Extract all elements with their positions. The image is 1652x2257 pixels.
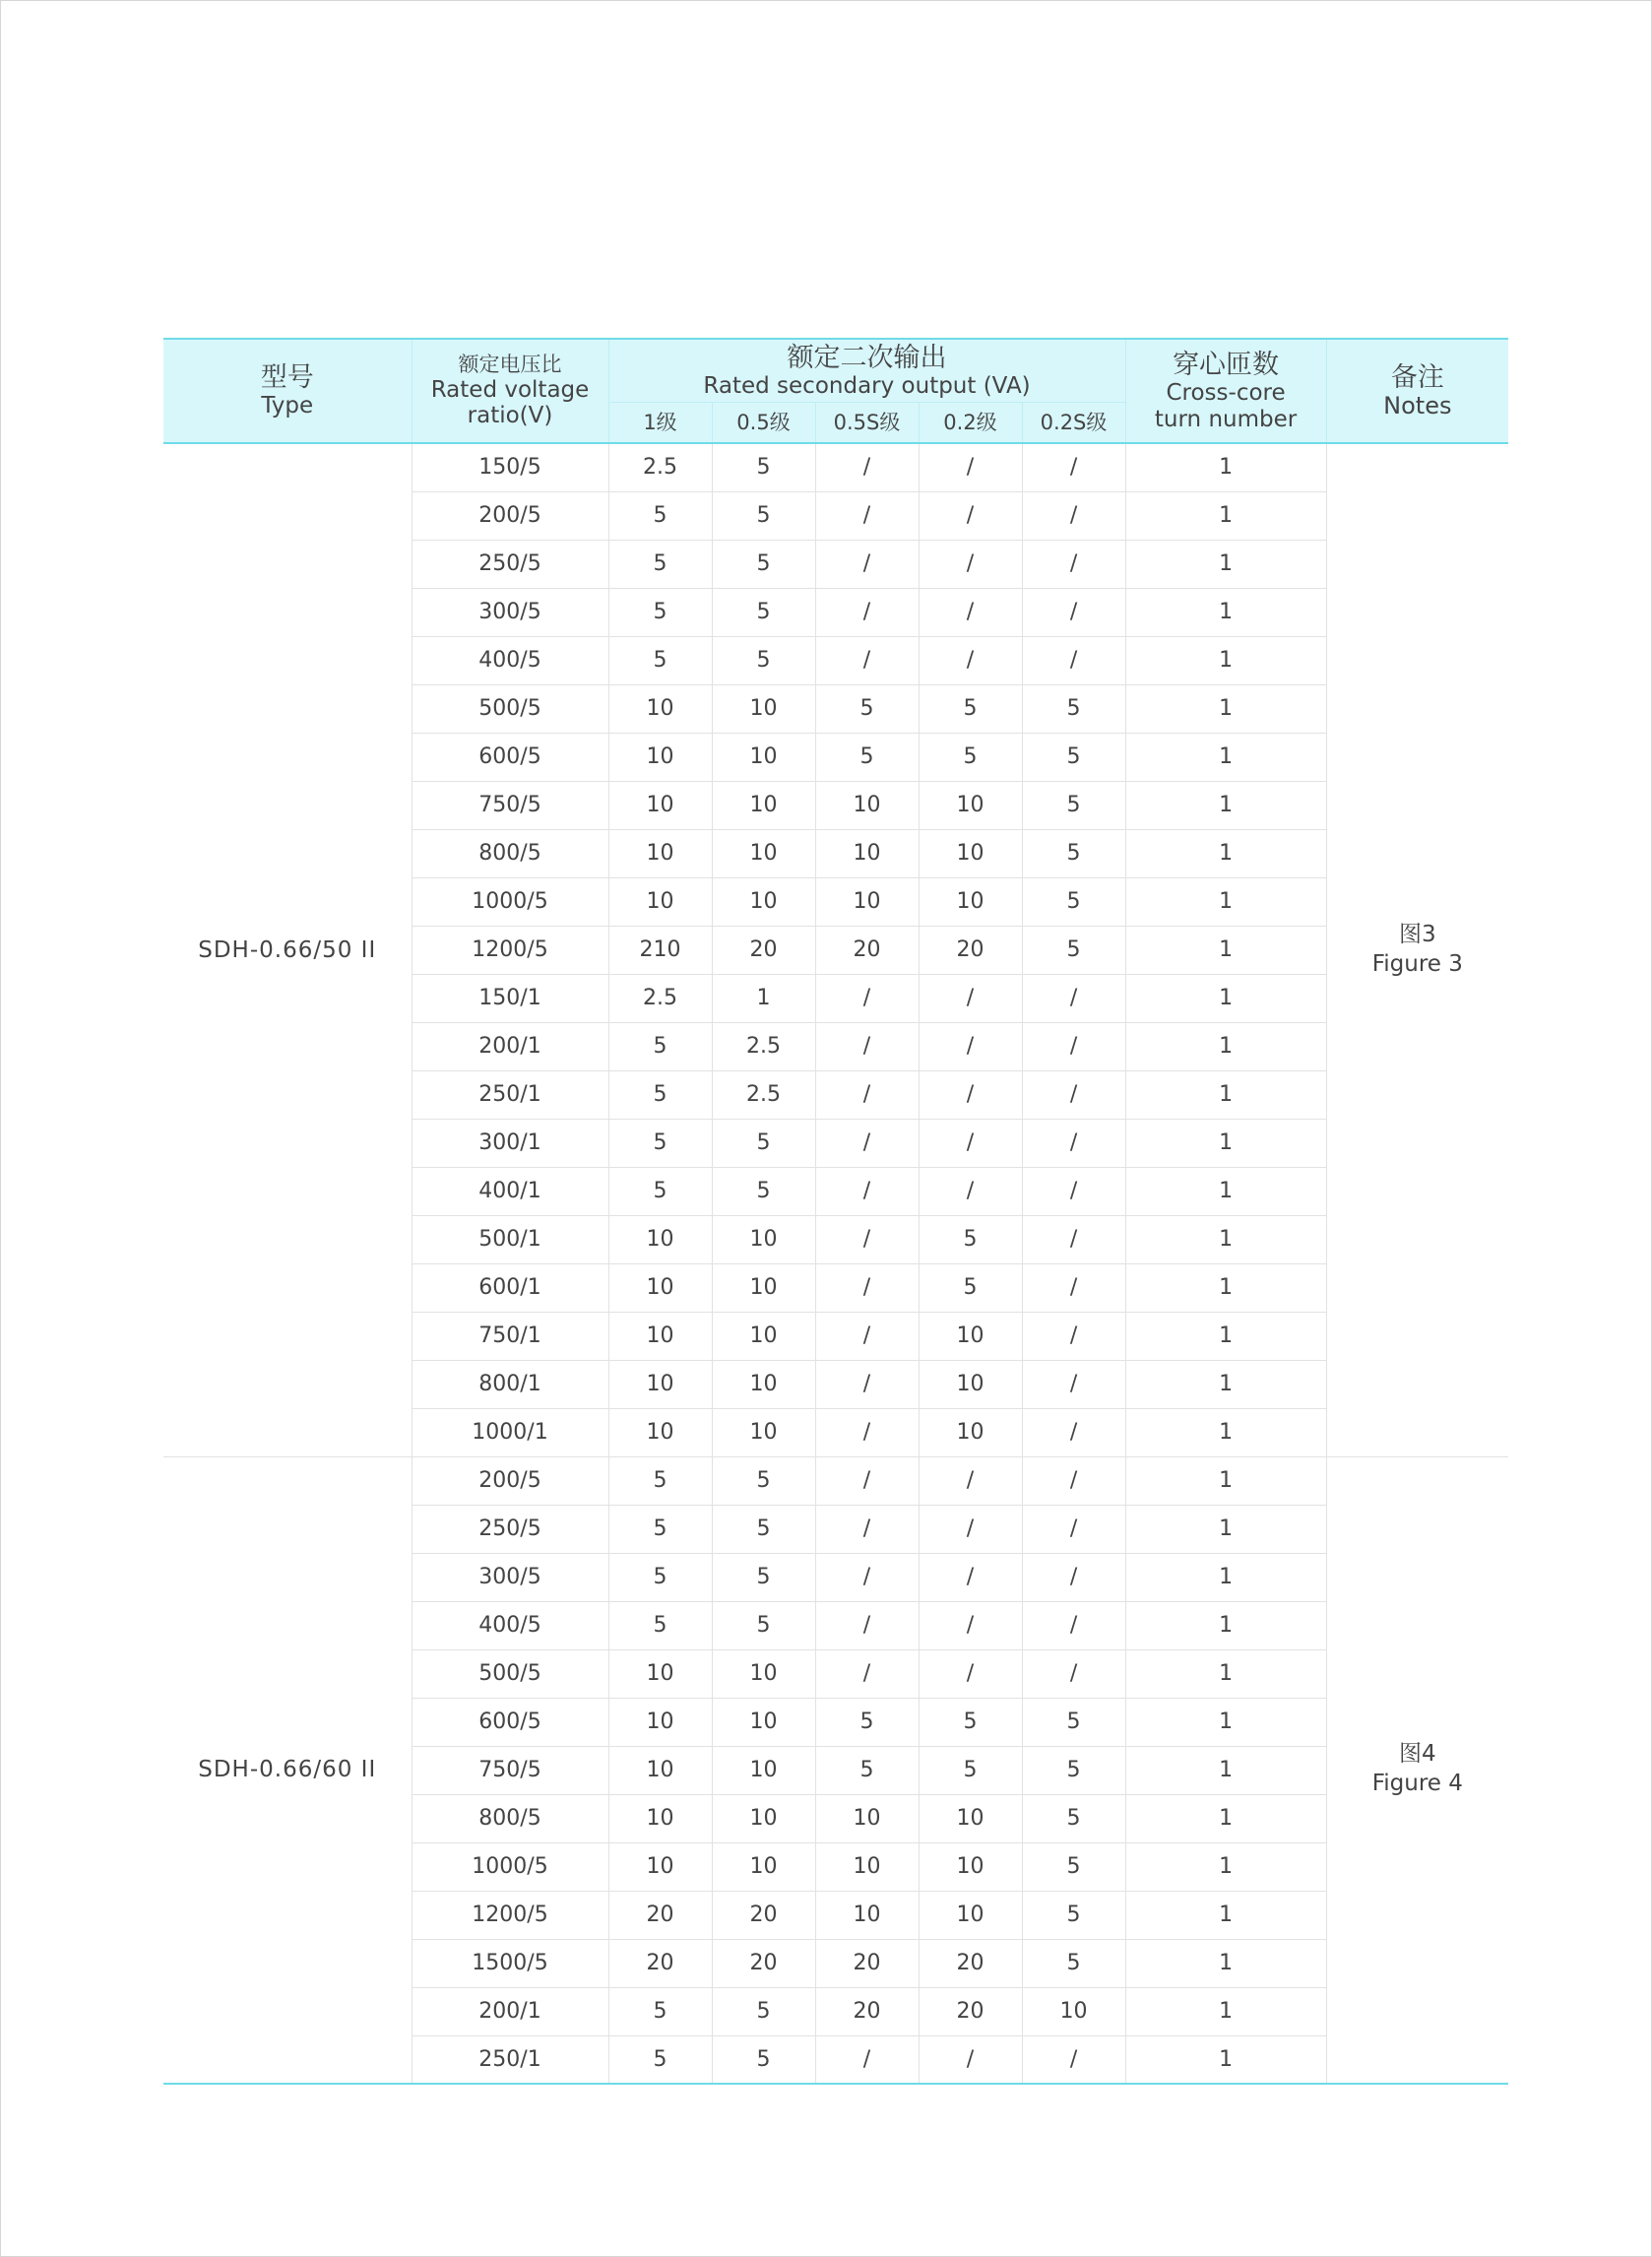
class-05-cell: 20	[712, 1939, 815, 1987]
class-05-cell: 10	[712, 1746, 815, 1794]
class-05s-cell: /	[815, 636, 919, 684]
ratio-cell: 600/1	[412, 1263, 608, 1312]
class-02-cell: 5	[919, 1263, 1022, 1312]
header-class-0.2s: 0.2S级	[1022, 402, 1125, 443]
ratio-cell: 800/5	[412, 1794, 608, 1842]
ratio-cell: 600/5	[412, 1698, 608, 1746]
class-05s-cell: 10	[815, 1842, 919, 1891]
class-02-cell: 5	[919, 1215, 1022, 1263]
class-02-cell: /	[919, 1022, 1022, 1070]
spec-table	[163, 338, 1508, 2085]
cross-core-cell: 1	[1125, 684, 1326, 733]
class-05-cell: 10	[712, 1312, 815, 1360]
cross-core-cell: 1	[1125, 1794, 1326, 1842]
class-02-cell: /	[919, 2035, 1022, 2084]
header-cross-zh: 穿心匝数	[1173, 350, 1280, 381]
class-02-cell: 10	[919, 781, 1022, 829]
ratio-cell: 1000/5	[412, 1842, 608, 1891]
class-1-cell: 5	[608, 1167, 712, 1215]
class-02-cell: /	[919, 588, 1022, 636]
class-1-cell: 10	[608, 877, 712, 926]
class-05-cell: 5	[712, 1505, 815, 1553]
class-05s-cell: /	[815, 1649, 919, 1698]
class-02-cell: /	[919, 1456, 1022, 1505]
class-02s-cell: /	[1022, 1167, 1125, 1215]
class-05s-cell: /	[815, 443, 919, 491]
class-02-cell: 10	[919, 1891, 1022, 1939]
cross-core-cell: 1	[1125, 1649, 1326, 1698]
cross-core-cell: 1	[1125, 877, 1326, 926]
class-1-cell: 10	[608, 733, 712, 781]
class-05-cell: 5	[712, 443, 815, 491]
class-05-cell: 5	[712, 2035, 815, 2084]
class-02s-cell: /	[1022, 1119, 1125, 1167]
class-02s-cell: 5	[1022, 1698, 1125, 1746]
header-ratio-zh: 额定电压比	[458, 353, 562, 377]
class-1-cell: 5	[608, 2035, 712, 2084]
cross-core-cell: 1	[1125, 1070, 1326, 1119]
class-05s-cell: /	[815, 1456, 919, 1505]
class-02s-cell: /	[1022, 540, 1125, 588]
class-1-cell: 2.5	[608, 443, 712, 491]
ratio-cell: 250/1	[412, 2035, 608, 2084]
class-05s-cell: /	[815, 1505, 919, 1553]
class-05s-cell: /	[815, 2035, 919, 2084]
class-02-cell: 20	[919, 926, 1022, 974]
class-1-cell: 5	[608, 1987, 712, 2035]
group-sdh-50	[163, 443, 1508, 1456]
class-05-cell: 5	[712, 588, 815, 636]
header-class-0.5: 0.5级	[712, 402, 815, 443]
class-02-cell: 5	[919, 1746, 1022, 1794]
class-1-cell: 10	[608, 1408, 712, 1456]
class-05s-cell: 20	[815, 926, 919, 974]
class-1-cell: 5	[608, 1119, 712, 1167]
class-1-cell: 5	[608, 1070, 712, 1119]
class-05-cell: 10	[712, 1649, 815, 1698]
class-05-cell: 2.5	[712, 1070, 815, 1119]
ratio-cell: 250/1	[412, 1070, 608, 1119]
header-output	[608, 339, 1125, 402]
cross-core-cell: 1	[1125, 1263, 1326, 1312]
class-05-cell: 10	[712, 1698, 815, 1746]
class-02-cell: /	[919, 636, 1022, 684]
class-05s-cell: /	[815, 1360, 919, 1408]
cross-core-cell: 1	[1125, 1939, 1326, 1987]
class-02s-cell: 5	[1022, 684, 1125, 733]
cross-core-cell: 1	[1125, 540, 1326, 588]
class-1-cell: 210	[608, 926, 712, 974]
class-05s-cell: /	[815, 1022, 919, 1070]
class-05s-cell: 20	[815, 1939, 919, 1987]
class-02s-cell: /	[1022, 1070, 1125, 1119]
class-02-cell: 5	[919, 1698, 1022, 1746]
class-05-cell: 10	[712, 781, 815, 829]
cross-core-cell: 1	[1125, 733, 1326, 781]
header-class-0.2: 0.2级	[919, 402, 1022, 443]
ratio-cell: 1000/1	[412, 1408, 608, 1456]
class-02s-cell: 5	[1022, 733, 1125, 781]
ratio-cell: 400/5	[412, 636, 608, 684]
class-05-cell: 10	[712, 1794, 815, 1842]
class-02s-cell: /	[1022, 1263, 1125, 1312]
class-05s-cell: /	[815, 1070, 919, 1119]
class-02-cell: /	[919, 1119, 1022, 1167]
ratio-cell: 200/1	[412, 1987, 608, 2035]
class-05s-cell: 10	[815, 877, 919, 926]
ratio-cell: 500/5	[412, 684, 608, 733]
cross-core-cell: 1	[1125, 926, 1326, 974]
class-1-cell: 2.5	[608, 974, 712, 1022]
ratio-cell: 200/5	[412, 491, 608, 540]
ratio-cell: 750/5	[412, 781, 608, 829]
class-1-cell: 10	[608, 1698, 712, 1746]
ratio-cell: 300/5	[412, 588, 608, 636]
class-05-cell: 10	[712, 1360, 815, 1408]
class-02s-cell: /	[1022, 588, 1125, 636]
class-1-cell: 10	[608, 1746, 712, 1794]
class-1-cell: 5	[608, 540, 712, 588]
class-02-cell: /	[919, 1601, 1022, 1649]
cross-core-cell: 1	[1125, 1167, 1326, 1215]
class-05-cell: 20	[712, 926, 815, 974]
ratio-cell: 400/1	[412, 1167, 608, 1215]
header-type	[163, 339, 412, 443]
class-02s-cell: 10	[1022, 1987, 1125, 2035]
class-02s-cell: /	[1022, 1022, 1125, 1070]
class-02s-cell: /	[1022, 1408, 1125, 1456]
note-en: Figure 4	[1371, 1771, 1463, 1797]
cross-core-cell: 1	[1125, 491, 1326, 540]
class-02s-cell: 5	[1022, 1891, 1125, 1939]
header-cross-en1: Cross-core	[1166, 380, 1286, 407]
class-1-cell: 10	[608, 1312, 712, 1360]
class-1-cell: 5	[608, 636, 712, 684]
class-05-cell: 5	[712, 1167, 815, 1215]
class-05-cell: 20	[712, 1891, 815, 1939]
cross-core-cell: 1	[1125, 1312, 1326, 1360]
ratio-cell: 800/1	[412, 1360, 608, 1408]
class-02-cell: 10	[919, 1794, 1022, 1842]
class-05-cell: 5	[712, 1119, 815, 1167]
class-1-cell: 5	[608, 491, 712, 540]
cross-core-cell: 1	[1125, 1698, 1326, 1746]
class-02-cell: 10	[919, 1312, 1022, 1360]
cross-core-cell: 1	[1125, 443, 1326, 491]
class-02-cell: 10	[919, 1408, 1022, 1456]
header-class-1: 1级	[608, 402, 712, 443]
class-05-cell: 10	[712, 1408, 815, 1456]
class-05-cell: 5	[712, 1553, 815, 1601]
class-02-cell: 10	[919, 829, 1022, 877]
class-05s-cell: /	[815, 1215, 919, 1263]
class-05s-cell: /	[815, 1119, 919, 1167]
class-1-cell: 10	[608, 1360, 712, 1408]
cross-core-cell: 1	[1125, 829, 1326, 877]
table-row	[163, 1456, 1508, 1505]
header-notes	[1326, 339, 1508, 443]
class-02-cell: 20	[919, 1939, 1022, 1987]
cross-core-cell: 1	[1125, 636, 1326, 684]
class-02-cell: /	[919, 1553, 1022, 1601]
header-output-en: Rated secondary output (VA)	[703, 372, 1031, 399]
class-05-cell: 2.5	[712, 1022, 815, 1070]
class-1-cell: 10	[608, 684, 712, 733]
class-02-cell: /	[919, 443, 1022, 491]
class-1-cell: 20	[608, 1891, 712, 1939]
class-05s-cell: 20	[815, 1987, 919, 2035]
class-02-cell: /	[919, 491, 1022, 540]
class-02s-cell: /	[1022, 491, 1125, 540]
class-05-cell: 10	[712, 1215, 815, 1263]
ratio-cell: 500/1	[412, 1215, 608, 1263]
class-02s-cell: 5	[1022, 1842, 1125, 1891]
class-05-cell: 5	[712, 1601, 815, 1649]
class-02-cell: /	[919, 1505, 1022, 1553]
class-02s-cell: /	[1022, 974, 1125, 1022]
ratio-cell: 500/5	[412, 1649, 608, 1698]
notes-cell	[1326, 443, 1508, 1456]
ratio-cell: 150/1	[412, 974, 608, 1022]
ratio-cell: 200/1	[412, 1022, 608, 1070]
class-1-cell: 20	[608, 1939, 712, 1987]
class-02-cell: /	[919, 1070, 1022, 1119]
class-02s-cell: 5	[1022, 781, 1125, 829]
notes-cell	[1326, 1456, 1508, 2084]
class-05s-cell: /	[815, 974, 919, 1022]
header-ratio	[412, 339, 608, 443]
class-1-cell: 5	[608, 1456, 712, 1505]
class-05-cell: 10	[712, 733, 815, 781]
class-02s-cell: 5	[1022, 877, 1125, 926]
class-1-cell: 5	[608, 1505, 712, 1553]
class-05s-cell: 10	[815, 1891, 919, 1939]
ratio-cell: 1500/5	[412, 1939, 608, 1987]
ratio-cell: 1000/5	[412, 877, 608, 926]
class-1-cell: 10	[608, 1649, 712, 1698]
cross-core-cell: 1	[1125, 1456, 1326, 1505]
ratio-cell: 300/5	[412, 1553, 608, 1601]
note-en: Figure 3	[1371, 950, 1463, 977]
type-cell: SDH-0.66/60 II	[163, 1456, 412, 2084]
class-05s-cell: /	[815, 1263, 919, 1312]
class-02s-cell: /	[1022, 636, 1125, 684]
cross-core-cell: 1	[1125, 1408, 1326, 1456]
class-05s-cell: 5	[815, 1698, 919, 1746]
class-05s-cell: /	[815, 1167, 919, 1215]
class-02s-cell: /	[1022, 1649, 1125, 1698]
class-05-cell: 10	[712, 684, 815, 733]
class-02s-cell: 5	[1022, 829, 1125, 877]
class-05-cell: 5	[712, 1456, 815, 1505]
cross-core-cell: 1	[1125, 1553, 1326, 1601]
class-02s-cell: /	[1022, 2035, 1125, 2084]
class-05-cell: 5	[712, 540, 815, 588]
ratio-cell: 250/5	[412, 540, 608, 588]
class-02s-cell: /	[1022, 443, 1125, 491]
cross-core-cell: 1	[1125, 2035, 1326, 2084]
class-05s-cell: /	[815, 588, 919, 636]
class-05s-cell: 10	[815, 781, 919, 829]
class-02s-cell: 5	[1022, 926, 1125, 974]
class-05s-cell: /	[815, 1312, 919, 1360]
class-05s-cell: /	[815, 1408, 919, 1456]
cross-core-cell: 1	[1125, 1891, 1326, 1939]
class-05s-cell: 5	[815, 684, 919, 733]
cross-core-cell: 1	[1125, 974, 1326, 1022]
class-02-cell: 10	[919, 877, 1022, 926]
class-02s-cell: /	[1022, 1553, 1125, 1601]
class-1-cell: 5	[608, 1022, 712, 1070]
class-05-cell: 10	[712, 1842, 815, 1891]
cross-core-cell: 1	[1125, 1119, 1326, 1167]
cross-core-cell: 1	[1125, 781, 1326, 829]
type-cell: SDH-0.66/50 II	[198, 936, 377, 963]
header-ratio-en1: Rated voltage	[430, 376, 590, 403]
ratio-cell: 750/1	[412, 1312, 608, 1360]
class-02-cell: 20	[919, 1987, 1022, 2035]
class-02-cell: /	[919, 1167, 1022, 1215]
note-zh: 图3	[1398, 921, 1436, 947]
class-05s-cell: 10	[815, 1794, 919, 1842]
class-02s-cell: /	[1022, 1215, 1125, 1263]
cross-core-cell: 1	[1125, 1987, 1326, 2035]
class-05s-cell: /	[815, 540, 919, 588]
class-02s-cell: 5	[1022, 1939, 1125, 1987]
header-notes-zh: 备注	[1390, 361, 1444, 393]
class-05s-cell: 5	[815, 733, 919, 781]
header-ratio-en2: ratio(V)	[467, 403, 553, 429]
class-05s-cell: /	[815, 1553, 919, 1601]
class-05-cell: 5	[712, 491, 815, 540]
ratio-cell: 400/5	[412, 1601, 608, 1649]
class-02s-cell: /	[1022, 1312, 1125, 1360]
header-notes-en: Notes	[1383, 391, 1452, 419]
ratio-cell: 800/5	[412, 829, 608, 877]
class-1-cell: 5	[608, 1601, 712, 1649]
class-05-cell: 10	[712, 829, 815, 877]
class-1-cell: 5	[608, 588, 712, 636]
cross-core-cell: 1	[1125, 1360, 1326, 1408]
class-02s-cell: /	[1022, 1456, 1125, 1505]
cross-core-cell: 1	[1125, 1215, 1326, 1263]
class-05s-cell: /	[815, 1601, 919, 1649]
ratio-cell: 150/5	[412, 443, 608, 491]
class-05-cell: 10	[712, 877, 815, 926]
header-cross-en2: turn number	[1154, 406, 1298, 432]
header-output-zh: 额定二次输出	[787, 342, 947, 373]
class-02-cell: 10	[919, 1842, 1022, 1891]
header-type-zh: 型号	[260, 362, 314, 394]
ratio-cell: 600/5	[412, 733, 608, 781]
class-1-cell: 10	[608, 1215, 712, 1263]
header-type-en: Type	[261, 393, 314, 419]
class-02-cell: /	[919, 540, 1022, 588]
class-1-cell: 10	[608, 829, 712, 877]
ratio-cell: 1200/5	[412, 1891, 608, 1939]
class-05s-cell: 10	[815, 829, 919, 877]
class-02-cell: 5	[919, 733, 1022, 781]
table-row	[163, 443, 1508, 491]
class-05s-cell: /	[815, 491, 919, 540]
header-cross	[1125, 339, 1326, 443]
table-header	[163, 339, 1508, 443]
cross-core-cell: 1	[1125, 1505, 1326, 1553]
class-1-cell: 10	[608, 1842, 712, 1891]
class-02-cell: 10	[919, 1360, 1022, 1408]
class-02-cell: /	[919, 974, 1022, 1022]
cross-core-cell: 1	[1125, 1022, 1326, 1070]
class-05-cell: 5	[712, 1987, 815, 2035]
ratio-cell: 250/5	[412, 1505, 608, 1553]
class-02s-cell: /	[1022, 1601, 1125, 1649]
cross-core-cell: 1	[1125, 1601, 1326, 1649]
class-05-cell: 10	[712, 1263, 815, 1312]
class-02s-cell: 5	[1022, 1794, 1125, 1842]
ratio-cell: 1200/5	[412, 926, 608, 974]
cross-core-cell: 1	[1125, 1746, 1326, 1794]
class-1-cell: 5	[608, 1553, 712, 1601]
class-02-cell: /	[919, 1649, 1022, 1698]
header-class-0.5s: 0.5S级	[815, 402, 919, 443]
class-05-cell: 5	[712, 636, 815, 684]
cross-core-cell: 1	[1125, 1842, 1326, 1891]
class-1-cell: 10	[608, 1794, 712, 1842]
class-02s-cell: /	[1022, 1505, 1125, 1553]
group-sdh-60	[163, 1456, 1508, 2084]
ratio-cell: 300/1	[412, 1119, 608, 1167]
class-05-cell: 1	[712, 974, 815, 1022]
class-02-cell: 5	[919, 684, 1022, 733]
cross-core-cell: 1	[1125, 588, 1326, 636]
class-05s-cell: 5	[815, 1746, 919, 1794]
class-1-cell: 10	[608, 1263, 712, 1312]
ratio-cell: 750/5	[412, 1746, 608, 1794]
ratio-cell: 200/5	[412, 1456, 608, 1505]
note-zh: 图4	[1398, 1741, 1436, 1768]
class-1-cell: 10	[608, 781, 712, 829]
class-02s-cell: 5	[1022, 1746, 1125, 1794]
class-02s-cell: /	[1022, 1360, 1125, 1408]
